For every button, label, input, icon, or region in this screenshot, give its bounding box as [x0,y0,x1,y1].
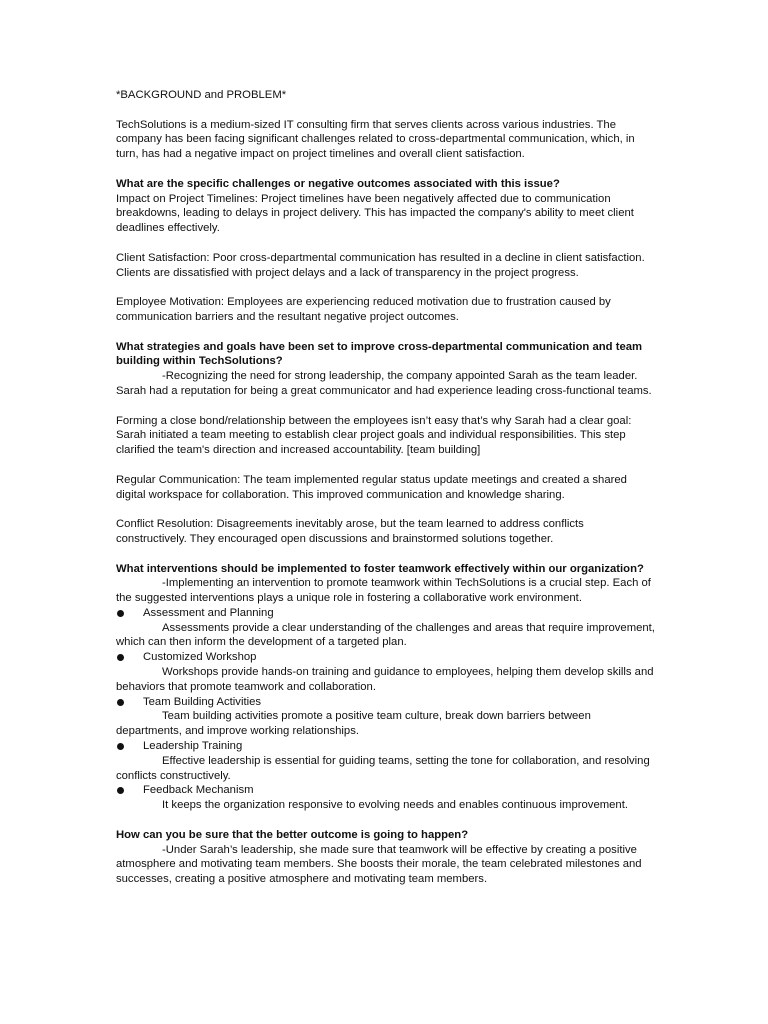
question-2: What strategies and goals have been set to improve cross-departmental communication and team building within TechSolutions? [116,340,643,368]
q2-paragraph-3: Regular Communication: The team implemented regular status update meetings and created a shared digital workspace for collaboration. This improved communication and knowledge sharing. [116,473,627,501]
q2-paragraph-1: -Recognizing the need for strong leadership, the company appointed Sarah as the team leader. Sarah had a reputation for being a great communicator and had experience leading cross-functional teams. [116,370,652,397]
q2-paragraph-4: Conflict Resolution: Disagreements inevitably arose, but the team learned to address conflicts constructively. They encouraged open discussions and brainstormed solutions together. [116,518,584,545]
bullet-title: Leadership Training [143,740,243,753]
bullet-description: Team building activities promote a positive team culture, break down barriers between departments, and improve working relationships. [116,710,591,738]
q1-paragraph-3: Employee Motivation: Employees are experiencing reduced motivation due to frustration caused by communication barriers and the resultant negative project outcomes. [116,296,611,323]
bullet-title: Team Building Activities [143,695,262,708]
bullet-title: Customized Workshop [143,651,257,664]
q2-paragraph-2: Forming a close bond/relationship between the employees isn’t easy that’s why Sarah had a clear goal: Sarah initiated a team meeting to establish clear project goals and individual responsibilities. This step clarified the team's direction and increased accountability. [team building] [116,414,632,457]
document-body [116,88,656,887]
bullet-description: Workshops provide hands-on training and guidance to employees, helping them develop skills and behaviors that promote teamwork and collaboration. [116,666,654,693]
bullet-icon [117,610,124,617]
question-3: What interventions should be implemented to foster teamwork effectively within our organization? [116,562,644,575]
list-item [116,783,656,798]
section-heading: *BACKGROUND and PROBLEM* [116,89,287,101]
intervention-list [116,606,656,813]
bullet-title: Assessment and Planning [143,606,274,619]
intro-paragraph: TechSolutions is a medium-sized IT consulting firm that serves clients across various industries. The company has been facing significant challenges related to cross-departmental communication, which, in turn, has had a negative impact on project timelines and overall client satisfaction. [116,118,635,161]
list-item [116,739,656,754]
bullet-description: It keeps the organization responsive to evolving needs and enables continuous improvement. [162,799,628,812]
q4-paragraph-1: -Under Sarah’s leadership, she made sure that teamwork will be effective by creating a positive atmosphere and motivating team members. She boosts their morale, the team celebrated milestones and successes, creating a positive atmosphere and motivating team members. [116,843,642,886]
q1-paragraph-2: Client Satisfaction: Poor cross-departmental communication has resulted in a decline in client satisfaction. Clients are dissatisfied with project delays and a lack of transparency in the project progress. [116,251,645,279]
bullet-icon [117,787,124,794]
list-item [116,695,656,710]
bullet-title: Feedback Mechanism [143,784,254,797]
list-item [116,650,656,665]
bullet-icon [117,699,124,706]
question-4: How can you be sure that the better outcome is going to happen? [116,828,469,841]
bullet-description: Effective leadership is essential for guiding teams, setting the tone for collaboration, and resolving conflicts constructively. [116,754,650,782]
list-item [116,606,656,621]
bullet-icon [117,743,124,750]
question-1: What are the specific challenges or negative outcomes associated with this issue? [116,177,560,190]
bullet-icon [117,654,124,661]
q3-paragraph-1: -Implementing an intervention to promote teamwork within TechSolutions is a crucial step. Each of the suggested interventions plays a unique role in fostering a collaborative work environment. [116,577,651,605]
q1-paragraph-1: Impact on Project Timelines: Project timelines have been negatively affected due to communication breakdowns, leading to delays in project delivery. This has impacted the company's ability to meet client deadlines effectively. [116,192,634,235]
bullet-description: Assessments provide a clear understanding of the challenges and areas that require improvement, which can then inform the development of a targeted plan. [116,621,655,649]
